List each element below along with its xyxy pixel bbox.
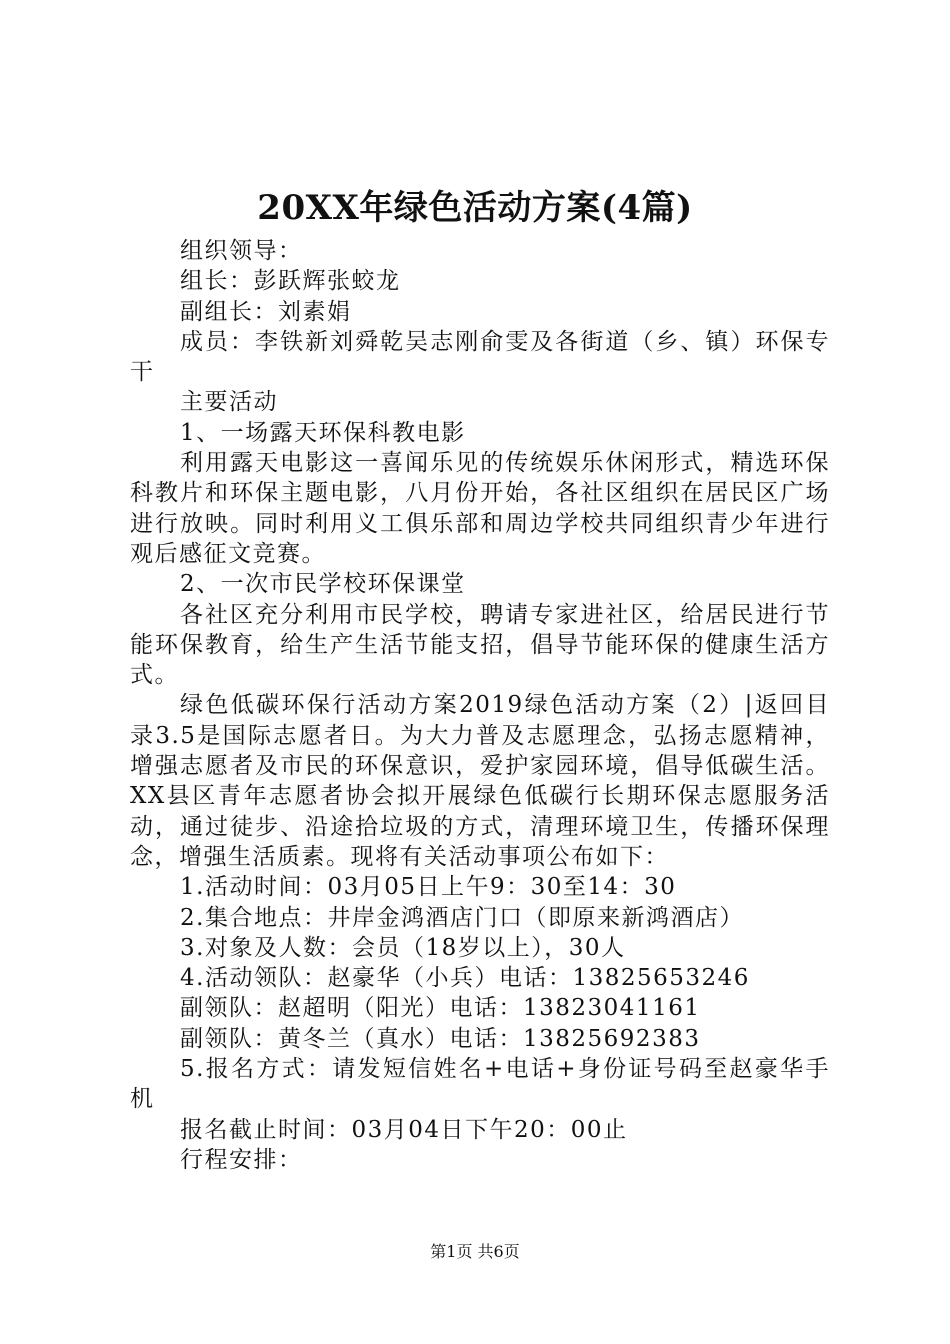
paragraph: 2、一次市民学校环保课堂 (180, 571, 466, 598)
page-footer: 第1页 共6页 (430, 1242, 520, 1261)
paragraph: 成员：李铁新刘舜乾吴志刚俞雯及各街道（乡、镇）环保专干 (130, 328, 830, 386)
document-body (130, 236, 830, 1175)
paragraph: 报名截止时间：03月04日下午20：00止 (180, 1116, 628, 1143)
paragraph: 1.活动时间：03月05日上午9：30至14：30 (180, 874, 677, 901)
paragraph: 组长：彭跃辉张蛟龙 (180, 268, 401, 295)
paragraph: 4.活动领队：赵豪华（小兵）电话：13825653246 (180, 965, 750, 992)
document-title: 20XX年绿色活动方案(4篇) (257, 188, 693, 228)
paragraph: 绿色低碳环保行活动方案2019绿色活动方案（2）|返回目录3.5是国际志愿者日。为大力普及志愿理念，弘扬志愿精神，增强志愿者及市民的环保意识，爱护家园环境，倡导低碳生活。XX县区青年志愿者协会拟开展绿色低碳行长期环保志愿服务活动，通过徒步、沿途拾垃圾的方式，清理环境卫生，传播环保理念，增强生活质素。现将有关活动事项公布如下： (130, 692, 830, 870)
paragraph: 1、一场露天环保科教电影 (180, 419, 466, 446)
paragraph: 各社区充分利用市民学校，聘请专家进社区，给居民进行节能环保教育，给生产生活节能支招，倡导节能环保的健康生活方式。 (130, 601, 830, 689)
paragraph: 3.对象及人数：会员（18岁以上），30人 (180, 934, 626, 961)
paragraph: 5.报名方式：请发短信姓名+电话+身份证号码至赵豪华手机 (130, 1056, 830, 1113)
paragraph: 2.集合地点：井岸金鸿酒店门口（即原来新鸿酒店） (180, 904, 744, 931)
paragraph: 副组长：刘素娟 (180, 298, 352, 325)
paragraph: 副领队：赵超明（阳光）电话：13823041161 (180, 995, 701, 1022)
paragraph: 行程安排： (180, 1146, 303, 1173)
paragraph: 副领队：黄冬兰（真水）电话：13825692383 (180, 1025, 701, 1052)
paragraph: 组织领导： (180, 238, 303, 264)
paragraph: 利用露天电影这一喜闻乐见的传统娱乐休闲形式，精选环保科教片和环保主题电影，八月份开始，各社区组织在居民区广场进行放映。同时利用义工俱乐部和周边学校共同组织青少年进行观后感征文竞赛。 (130, 450, 830, 567)
paragraph: 主要活动 (180, 389, 278, 416)
